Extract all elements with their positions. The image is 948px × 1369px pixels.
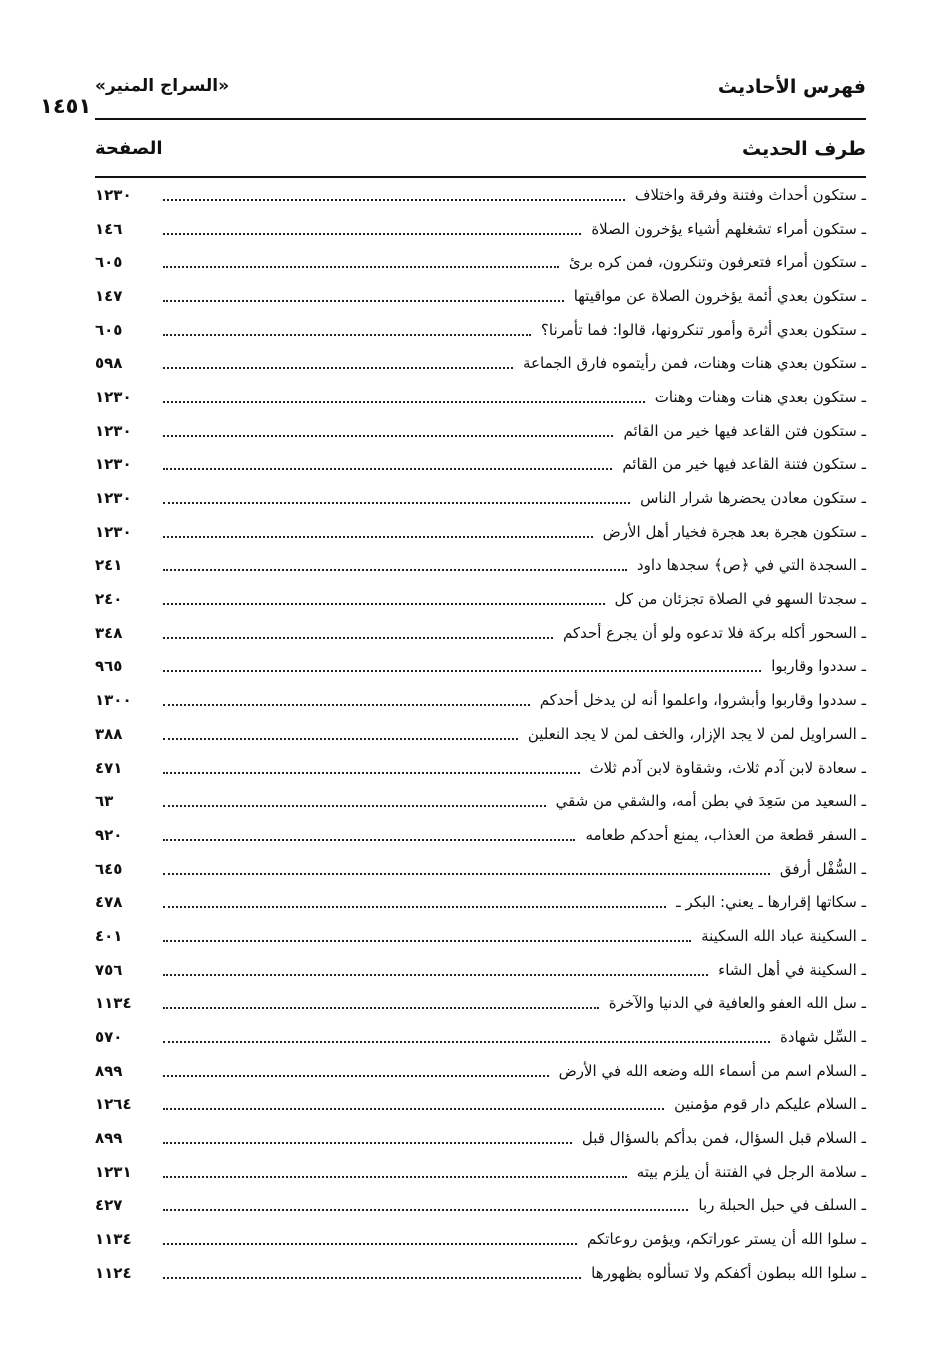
hadith-text: ـ سلوا الله ببطون أكفكم ولا تسألوه بظهورها: [591, 1263, 866, 1282]
dot-leader: [163, 569, 627, 571]
page-ref: ٩٦٥: [95, 657, 123, 676]
page-ref: ١٤٧: [95, 286, 123, 305]
dot-leader: [163, 266, 559, 268]
hadith-text: ـ سلوا الله أن يستر عوراتكم، ويؤمن روعاتكم: [587, 1230, 866, 1249]
dot-leader: [163, 772, 580, 774]
hadith-text: ـ ستكون أمراء فتعرفون وتنكرون، فمن كره برئ: [568, 253, 866, 272]
list-item: [95, 650, 866, 684]
list-item: [95, 582, 866, 616]
hadith-text: ـ ستكون أحداث وفتنة وفرقة واختلاف: [634, 185, 866, 204]
page-ref: ١٢٣٠: [95, 489, 132, 508]
dot-leader: [163, 704, 530, 706]
list-item: [95, 784, 866, 818]
dot-leader: [163, 300, 564, 302]
page-ref: ١١٣٤: [95, 994, 132, 1013]
list-item: [95, 346, 866, 380]
page-ref: ٣٤٨: [95, 623, 123, 642]
list-item: [95, 1121, 866, 1155]
dot-leader: [163, 873, 770, 875]
list-item: [95, 414, 866, 448]
dot-leader: [163, 839, 575, 841]
page-ref: ١٢٣٠: [95, 421, 132, 440]
list-item: [95, 1189, 866, 1223]
hadith-text: ـ السلام عليكم دار قوم مؤمنين: [674, 1095, 866, 1114]
page-ref: ٦٠٥: [95, 320, 123, 339]
page-ref: ١٢٣٠: [95, 522, 132, 541]
hadith-text: ـ السكينة في أهل الشاء: [718, 960, 866, 979]
page-ref: ١٢٣٠: [95, 387, 132, 406]
list-item: [95, 1020, 866, 1054]
page-ref: ١٤٦: [95, 219, 123, 238]
dot-leader: [163, 435, 613, 437]
column-header-hadith: طرف الحديث: [742, 138, 866, 160]
hadith-text: ـ ستكون بعدي هنات وهنات، فمن رأيتموه فارق الجماعة: [523, 354, 866, 373]
list-item: [95, 683, 866, 717]
list-item: [95, 953, 866, 987]
dot-leader: [163, 1041, 770, 1043]
hadith-text: ـ السراويل لمن لا يجد الإزار، والخف لمن لا يجد النعلين: [527, 724, 866, 743]
hadith-text: ـ السلام قبل السؤال، فمن بدأكم بالسؤال قبل: [581, 1129, 866, 1148]
hadith-text: ـ ستكون هجرة بعد هجرة فخيار أهل الأرض: [602, 522, 866, 541]
hadith-text: ـ سددوا وقاربوا: [771, 657, 866, 676]
page-ref: ٨٩٩: [95, 1061, 123, 1080]
dot-leader: [163, 738, 518, 740]
page-ref: ٤٧١: [95, 758, 123, 777]
list-item: [95, 885, 866, 919]
hadith-text: ـ سلامة الرجل في الفتنة أن يلزم بيته: [636, 1162, 866, 1181]
list-item: [95, 751, 866, 785]
hadith-index-list: [95, 178, 866, 1290]
hadith-text: ـ ستكون بعدي أثرة وأمور تنكرونها، قالوا: فما تأمرنا؟: [540, 320, 866, 339]
hadith-text: ـ السعيد من سَعِدَ في بطن أمه، والشقي من شقي: [555, 792, 866, 811]
hadith-text: ـ سجدتا السهو في الصلاة تجزئان من كل: [614, 590, 866, 609]
hadith-text: ـ السكينة عباد الله السكينة: [701, 926, 866, 945]
dot-leader: [163, 1075, 549, 1077]
list-item: [95, 549, 866, 583]
list-item: [95, 818, 866, 852]
dot-leader: [163, 1142, 572, 1144]
page-ref: ٧٥٦: [95, 960, 123, 979]
dot-leader: [163, 536, 593, 538]
page-ref: ٦٣: [95, 792, 114, 811]
hadith-text: ـ السحور أكله بركة فلا تدعوه ولو أن يجرع أحدكم: [562, 623, 866, 642]
page-ref: ٥٧٠: [95, 1028, 123, 1047]
list-item: [95, 717, 866, 751]
page-ref: ٣٨٨: [95, 724, 123, 743]
page-ref: ٥٩٨: [95, 354, 123, 373]
list-item: [95, 245, 866, 279]
page-ref: ١٢٣٠: [95, 455, 132, 474]
page-ref: ٤٠١: [95, 926, 123, 945]
dot-leader: [163, 940, 691, 942]
dot-leader: [163, 1209, 688, 1211]
page-number: ١٤٥١: [40, 94, 92, 118]
dot-leader: [163, 974, 708, 976]
column-header-page: الصفحة: [95, 138, 163, 159]
hadith-text: ـ ستكون فتن القاعد فيها خير من القائم: [623, 421, 866, 440]
dot-leader: [163, 401, 645, 403]
hadith-text: ـ ستكون أمراء تشغلهم أشياء يؤخرون الصلاة: [591, 219, 866, 238]
hadith-text: ـ ستكون معادن يحضرها شرار الناس: [640, 489, 866, 508]
hadith-text: ـ سددوا وقاربوا وأبشروا، واعلموا أنه لن يدخل أحدكم: [539, 691, 866, 710]
list-item: [95, 919, 866, 953]
dot-leader: [163, 233, 581, 235]
page-ref: ٢٤٠: [95, 590, 123, 609]
page-ref: ١٣٠٠: [95, 691, 132, 710]
page-ref: ٨٩٩: [95, 1129, 123, 1148]
hadith-text: ـ السِّل شهادة: [779, 1028, 866, 1047]
section-title: فهرس الأحاديث: [717, 76, 866, 98]
dot-leader: [163, 199, 625, 201]
list-item: [95, 1088, 866, 1122]
page-ref: ١١٢٤: [95, 1263, 132, 1282]
page-ref: ٤٧٨: [95, 893, 123, 912]
hadith-text: ـ السلام اسم من أسماء الله وضعه الله في الأرض: [558, 1061, 866, 1080]
page-ref: ١٢٣٠: [95, 185, 132, 204]
dot-leader: [163, 603, 605, 605]
dot-leader: [163, 1176, 627, 1178]
page-ref: ٩٢٠: [95, 825, 123, 844]
page-header: [0, 68, 948, 116]
dot-leader: [163, 805, 546, 807]
hadith-text: ـ ستكون بعدي أئمة يؤخرون الصلاة عن مواقيتها: [573, 286, 866, 305]
list-item: [95, 178, 866, 212]
hadith-text: ـ السُّفْل أرفق: [779, 859, 866, 878]
list-item: [95, 481, 866, 515]
list-item: [95, 1155, 866, 1189]
list-item: [95, 1222, 866, 1256]
page-ref: ١١٣٤: [95, 1230, 132, 1249]
page-ref: ٦٤٥: [95, 859, 123, 878]
book-title: «السراج المنير»: [95, 76, 230, 96]
page-ref: ٦٠٥: [95, 253, 123, 272]
list-item: [95, 515, 866, 549]
hadith-text: ـ السلف في حبل الحبلة ربا: [698, 1196, 866, 1215]
dot-leader: [163, 906, 666, 908]
list-item: [95, 1054, 866, 1088]
list-item: [95, 380, 866, 414]
hadith-text: ـ السفر قطعة من العذاب، يمنع أحدكم طعامه: [585, 825, 866, 844]
list-item: [95, 212, 866, 246]
hadith-text: ـ السجدة التي في ﴿ص﴾ سجدها داود: [636, 556, 866, 575]
list-item: [95, 987, 866, 1021]
dot-leader: [163, 334, 531, 336]
hadith-text: ـ سعادة لابن آدم ثلاث، وشقاوة لابن آدم ثلاث: [589, 758, 866, 777]
list-item: [95, 448, 866, 482]
hadith-text: ـ سكاتها إقرارها ـ يعني: البكر ـ: [676, 893, 866, 912]
page-ref: ١٢٦٤: [95, 1095, 132, 1114]
hadith-text: ـ سل الله العفو والعافية في الدنيا والآخرة: [608, 994, 866, 1013]
page-ref: ١٢٣١: [95, 1162, 132, 1181]
dot-leader: [163, 1108, 664, 1110]
hadith-text: ـ ستكون بعدي هنات وهنات وهنات: [654, 387, 866, 406]
dot-leader: [163, 1243, 577, 1245]
dot-leader: [163, 502, 630, 504]
page-ref: ٢٤١: [95, 556, 123, 575]
dot-leader: [163, 1007, 599, 1009]
list-item: [95, 616, 866, 650]
list-item: [95, 279, 866, 313]
dot-leader: [163, 670, 761, 672]
list-item: [95, 1256, 866, 1290]
dot-leader: [163, 1277, 581, 1279]
dot-leader: [163, 468, 612, 470]
list-item: [95, 852, 866, 886]
hadith-text: ـ ستكون فتنة القاعد فيها خير من القائم: [622, 455, 866, 474]
header-rule: [95, 118, 866, 120]
dot-leader: [163, 367, 513, 369]
list-item: [95, 313, 866, 347]
page-ref: ٤٢٧: [95, 1196, 123, 1215]
column-headers: [0, 138, 948, 168]
dot-leader: [163, 637, 553, 639]
